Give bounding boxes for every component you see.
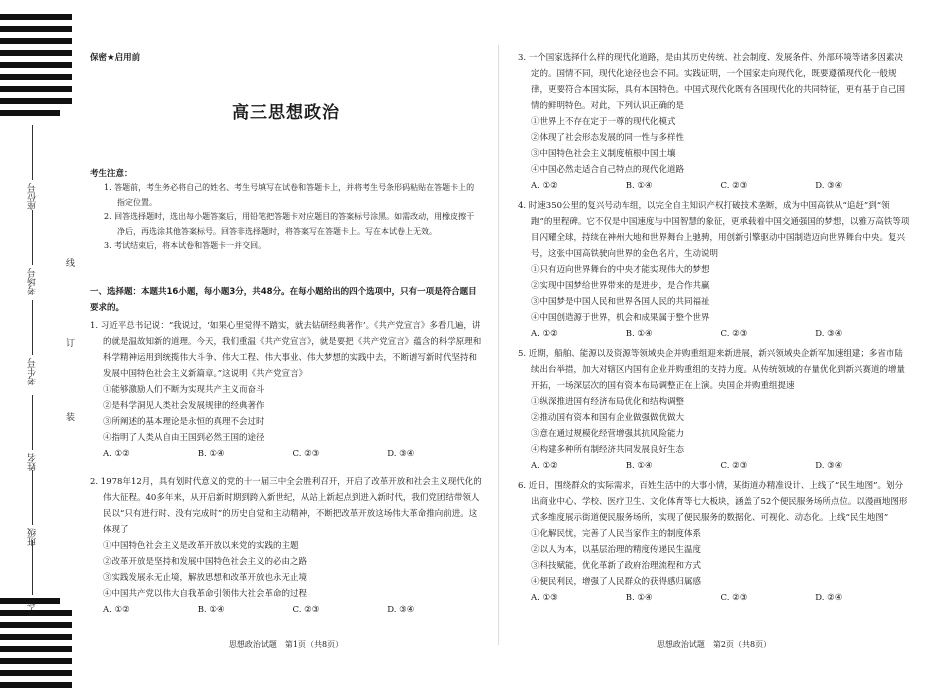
binding-mark-bind: 订 (64, 338, 74, 347)
choice-d: D. ②④ (815, 593, 843, 603)
question-option: ④中国必然走适合自己特点的现代化道路 (531, 165, 685, 175)
choice-b: B. ①④ (197, 605, 225, 615)
question-option: ③中国梦是中国人民和世界各国人民的共同福祉 (531, 297, 710, 307)
question-option: ①纵深推进国有经济布局优化和结构调整 (531, 397, 685, 407)
binding-stripe (0, 670, 72, 676)
choice-c: C. ②③ (720, 181, 748, 191)
notice-item: 2. 回答选择题时，选出每小题答案后，用铅笔把答题卡对应题目的答案标号涂黑。如需改动，用橡皮擦干净后，再选涂其他答案标号。回答非选择题时，将答案写在答题卡上。写在本试卷上无效。 (104, 212, 475, 236)
question-stem: 5. 近期，船舶、能源以及资源等领域央企并购重组迎来新进展，新兴领域央企新军加速组建；多省市陆续出台举措，加大对辖区内国有企业并购重组的支持力度。从传统领域的存量优化到新兴赛道的增量开拓，一场深层次的国有资本布局调整正在上演。央国企并购重组提速 (518, 349, 906, 391)
choice-a: A. ①② (531, 461, 558, 471)
question-option: ①世界上不存在定于一尊的现代化模式 (531, 117, 676, 127)
question-option: ①化解民忧，完善了人民当家作主的制度体系 (531, 529, 702, 539)
choice-a: A. ①② (103, 605, 130, 615)
choice-b: B. ①④ (625, 593, 653, 603)
binding-stripe (0, 74, 72, 80)
question-option: ①中国特色社会主义是改革开放以来党的实践的主题 (103, 541, 299, 551)
question-2 (90, 474, 482, 618)
binding-stripe (0, 110, 60, 116)
answer-choices (90, 602, 482, 618)
choice-d: D. ③④ (387, 605, 415, 615)
choice-a: A. ①③ (531, 593, 558, 603)
question-stem: 1. 习近平总书记说：“我说过，‘如果心里觉得不踏实，就去钻研经典著作’。《共产党宣言》多看几遍，讲的就是温故知新的道理。今天，我们重温《共产党宣言》，就是要把《共产党宣言》蕴含的科学原理和科学精神运用到统揽伟大斗争、伟大工程、伟大事业、伟大梦想的实践中去，不断谱写新时代坚持和发展中国特色社会主义新篇章。”这说明《共产党宣言》 (90, 321, 482, 379)
question-option: ③实践发展永无止境，解放思想和改革开放也永无止境 (103, 573, 308, 583)
question-stem: 2. 1978年12月，具有划时代意义的党的十一届三中全会胜利召开，开启了改革开放和社会主义现代化的伟大征程。40多年来，从开启新时期到跨入新世纪，从站上新起点到进入新时代，我们党团结带领人民以“只有进行时、没有完成时”的历史自觉和主动精神，不断把改革开放这场伟大革命推向前进。这体现了 (90, 477, 482, 535)
question-stem: 4. 时速350公里的复兴号动车组，以完全自主知识产权打破技术垄断，成为中国高铁从“追赶”到“领跑”的里程碑。它不仅是中国速度与中国智慧的象征，更承载着中国交通强国的梦想，以雅万高铁等项目闪耀全球，持续在神州大地和世界舞台上驰骋，用创新引擎驱动中国制造迈向世界舞台中央。复兴号，这张中国高铁驶向世界的金色名片，生动说明 (518, 201, 910, 259)
binding-stripe (0, 26, 72, 32)
binding-stripe (0, 14, 72, 20)
binding-field-examinee-no: 考生号 (26, 300, 39, 385)
question-option: ③所阐述的基本理论是永恒的真理不会过时 (103, 417, 265, 427)
answer-choices (518, 458, 910, 474)
choice-a: A. ①② (103, 449, 130, 459)
question-option: ③意在通过规模化经营增强其抗风险能力 (531, 429, 685, 439)
notice-item: 1. 答题前，考生务必将自己的姓名、考生号填写在试卷和答题卡上，并将考生号条形码粘贴在答题卡上的指定位置。 (104, 183, 475, 207)
question-option: ④构建多种所有制经济共同发展良好生态 (531, 445, 685, 455)
answer-choices (518, 178, 910, 194)
question-option: ②实现中国梦给世界带来的是进步，是合作共赢 (531, 281, 710, 291)
question-4 (518, 198, 910, 342)
choice-b: B. ①④ (625, 329, 653, 339)
notice-list (104, 181, 482, 254)
question-option: ④便民利民，增强了人民群众的获得感归属感 (531, 577, 702, 587)
choice-c: C. ②③ (720, 461, 748, 471)
binding-stripe (0, 634, 72, 640)
question-option: ②以人为本，以基层治理的精度传递民生温度 (531, 545, 702, 555)
question-option: ①能够激励人们不断为实现共产主义而奋斗 (103, 385, 265, 395)
confidential-label: 保密★启用前 (90, 53, 141, 63)
binding-stripe (0, 646, 72, 652)
question-option: ②是科学洞见人类社会发展规律的经典著作 (103, 401, 265, 411)
question-stem: 6. 近日，围绕群众的实际需求，百姓生活中的大事小情，某街道办精准设计、上线了“民生地图”。划分出商业中心、学校、医疗卫生、文化体育等七大板块，涵盖了52个便民服务场所点位。以漫画地图形式多维度展示街道便民服务场所，实现了便民服务的数据化、可视化、动态化。上线“民生地图” (518, 481, 908, 523)
question-3 (518, 50, 910, 194)
page-footer-left: 思想政治试题 第1页（共8页） (228, 640, 344, 649)
binding-stripe (0, 38, 72, 44)
binding-stripe (0, 62, 72, 68)
page-footer-right: 思想政治试题 第2页（共8页） (656, 640, 772, 649)
column-divider (498, 45, 499, 645)
binding-stripe (0, 622, 72, 628)
choice-c: C. ②③ (720, 593, 748, 603)
question-6 (518, 478, 910, 606)
choice-a: A. ①② (531, 329, 558, 339)
binding-field-school: 学校 (26, 540, 39, 616)
question-option: ②改革开放是坚持和发展中国特色社会主义的必由之路 (103, 557, 308, 567)
choice-b: B. ①④ (625, 181, 653, 191)
choice-b: B. ①④ (197, 449, 225, 459)
binding-stripe (0, 98, 72, 104)
binding-stripe (0, 50, 72, 56)
question-option: ③中国特色社会主义制度植根中国土壤 (531, 149, 676, 159)
question-stem: 3. 一个国家选择什么样的现代化道路，是由其历史传统、社会制度、发展条件、外部环境等诸多因素决定的。国情不同，现代化途径也会不同。实践证明，一个国家走向现代化，既要遵循现代化一般规律，更要符合本国实际，具有本国特色。中国式现代化既有各国现代化的共同特征，更有基于自己国情的鲜明特色。对此，下列认识正确的是 (518, 53, 906, 111)
binding-mark-install: 装 (64, 412, 74, 421)
binding-stripe (0, 682, 72, 688)
binding-stripe (0, 86, 72, 92)
choice-d: D. ③④ (815, 329, 843, 339)
section-heading: 一、选择题：本题共16小题，每小题3分，共48分。在每小题给出的四个选项中，只有一项是符合题目要求的。 (90, 287, 477, 313)
binding-stripe (0, 658, 72, 664)
choice-d: D. ③④ (815, 181, 843, 191)
choice-c: C. ②③ (292, 605, 320, 615)
question-option: ④指明了人类从自由王国到必然王国的途径 (103, 433, 265, 443)
question-option: ②推动国有资本和国有企业做强做优做大 (531, 413, 685, 423)
question-option: ④中国共产党以伟大自我革命引领伟大社会革命的过程 (103, 589, 308, 599)
choice-d: D. ③④ (387, 449, 415, 459)
notice-item: 3. 考试结束后，将本试卷和答题卡一并交回。 (104, 241, 267, 250)
answer-choices (518, 326, 910, 342)
question-option: ①只有迈向世界舞台的中央才能实现伟大的梦想 (531, 265, 710, 275)
binding-field-class: 班级 (26, 470, 39, 546)
choice-b: B. ①④ (625, 461, 653, 471)
question-1 (90, 318, 482, 462)
answer-choices (518, 590, 910, 606)
question-option: ②体现了社会形态发展的同一性与多样性 (531, 133, 685, 143)
question-5 (518, 346, 910, 474)
binding-mark-line: 线 (64, 258, 74, 267)
choice-c: C. ②③ (720, 329, 748, 339)
notice-heading: 考生注意： (90, 169, 133, 179)
binding-field-seat: 座位号 (26, 125, 39, 210)
binding-strip (0, 0, 80, 688)
choice-a: A. ①② (531, 181, 558, 191)
binding-field-name: 姓名 (26, 395, 39, 471)
choice-d: D. ③④ (815, 461, 843, 471)
choice-c: C. ②③ (292, 449, 320, 459)
question-option: ③科技赋能，优化革新了政府治理流程和方式 (531, 561, 702, 571)
question-option: ④中国创造源于世界，机会和成果属于整个世界 (531, 313, 710, 323)
binding-field-room: 考场号 (26, 210, 39, 295)
page-title: 高三思想政治 (232, 103, 340, 123)
answer-choices (90, 446, 482, 462)
